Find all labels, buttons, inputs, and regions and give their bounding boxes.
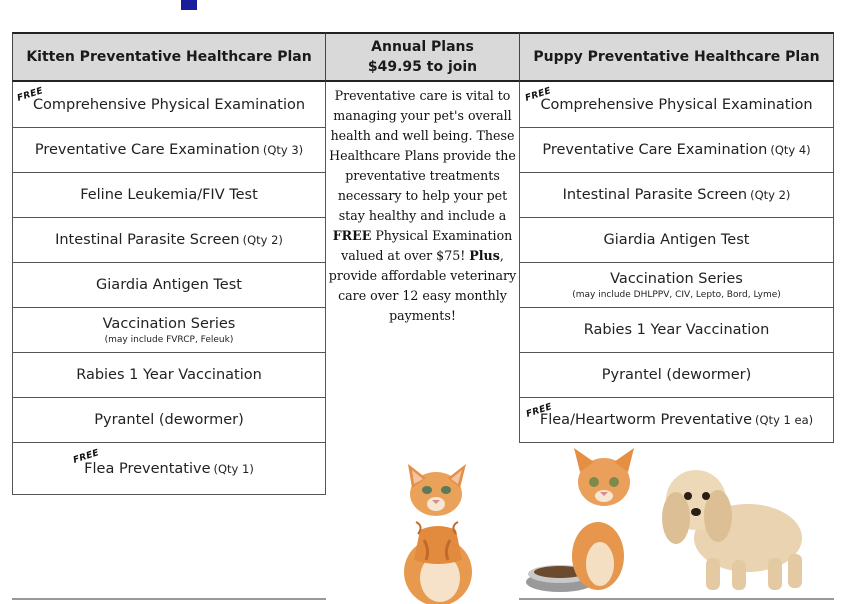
- free-badge: FREE: [16, 86, 45, 104]
- free-badge: FREE: [72, 448, 101, 466]
- annual-plans-price: $49.95 to join: [367, 59, 478, 75]
- item-qty: (Qty 2): [242, 233, 283, 247]
- kitten-item: [12, 398, 326, 443]
- item-label: Rabies 1 Year Vaccination: [76, 367, 262, 383]
- kitten-and-puppy-image: [520, 446, 834, 598]
- puppy-item: [519, 308, 834, 353]
- puppy-item: [519, 173, 834, 218]
- puppy-item: [519, 128, 834, 173]
- item-qty: (Qty 4): [770, 143, 811, 157]
- item-label: Pyrantel (dewormer): [94, 412, 244, 428]
- item-label: Flea/Heartworm Preventative: [539, 412, 753, 428]
- free-badge: FREE: [524, 86, 553, 104]
- item-note: (may include DHLPPV, CIV, Lepto, Bord, Lyme): [572, 289, 781, 300]
- kitten-item: [12, 173, 326, 218]
- item-label: Vaccination Series: [610, 270, 743, 287]
- kitten-item: [12, 308, 326, 353]
- item-label: Intestinal Parasite Screen: [55, 232, 240, 248]
- annual-plans-description: [326, 86, 519, 326]
- puppy-plan-list: [519, 82, 834, 443]
- item-label: Intestinal Parasite Screen: [562, 187, 748, 203]
- blue-decoration: [181, 0, 197, 10]
- puppy-item: [519, 263, 834, 308]
- item-label: Pyrantel (dewormer): [601, 367, 752, 383]
- item-label: Comprehensive Physical Examination: [540, 96, 813, 113]
- puppy-plan-header: [519, 32, 834, 82]
- annual-plans-header: [326, 32, 519, 82]
- kitten-item: [12, 443, 326, 495]
- kitten-item: [12, 218, 326, 263]
- item-label: Rabies 1 Year Vaccination: [583, 322, 770, 338]
- item-label: Vaccination Series: [102, 315, 236, 332]
- puppy-column-bottom-border: [519, 598, 834, 600]
- description-plus: Plus: [469, 248, 500, 263]
- puppy-item: [519, 218, 834, 263]
- item-label: Comprehensive Physical Examination: [32, 96, 306, 113]
- description-free: FREE: [332, 228, 372, 243]
- free-badge: FREE: [525, 402, 554, 420]
- description-text: Preventative care is vital to managing your pet's overall health and well being. These Healthcare Plans provide the preventative treatments necessary to help your pet stay healthy and include a: [329, 88, 516, 223]
- description-text: , provide affordable veterinary care over 12 easy monthly payments!: [328, 248, 517, 323]
- kitten-item: [12, 353, 326, 398]
- item-qty: (Qty 1 ea): [755, 413, 814, 427]
- kitten-item: [12, 82, 326, 128]
- item-qty: (Qty 2): [750, 188, 791, 202]
- item-note: (may include FVRCP, Feleuk): [104, 334, 234, 345]
- kitten-plan-header: [12, 32, 326, 82]
- kitten-looking-up-image: [380, 460, 490, 604]
- puppy-item: [519, 398, 834, 443]
- item-label: Giardia Antigen Test: [603, 232, 750, 248]
- annual-plans-title: Annual Plans: [371, 39, 474, 55]
- puppy-item: [519, 353, 834, 398]
- description-text: Physical Examination valued at over $75!: [341, 228, 513, 263]
- item-qty: (Qty 3): [262, 143, 304, 157]
- kitten-item: [12, 263, 326, 308]
- item-label: Feline Leukemia/FIV Test: [80, 187, 258, 203]
- item-label: Giardia Antigen Test: [96, 277, 242, 293]
- item-label: Preventative Care Examination: [34, 142, 260, 158]
- item-label: Flea Preventative: [84, 460, 211, 477]
- kitten-item: [12, 128, 326, 173]
- puppy-item: [519, 82, 834, 128]
- item-qty: (Qty 1): [213, 461, 254, 476]
- kitten-column-bottom-border: [12, 598, 326, 600]
- item-label: Preventative Care Examination: [542, 142, 768, 158]
- kitten-plan-title: Kitten Preventative Healthcare Plan: [26, 49, 312, 65]
- kitten-plan-list: [12, 82, 326, 495]
- puppy-plan-title: Puppy Preventative Healthcare Plan: [533, 49, 820, 65]
